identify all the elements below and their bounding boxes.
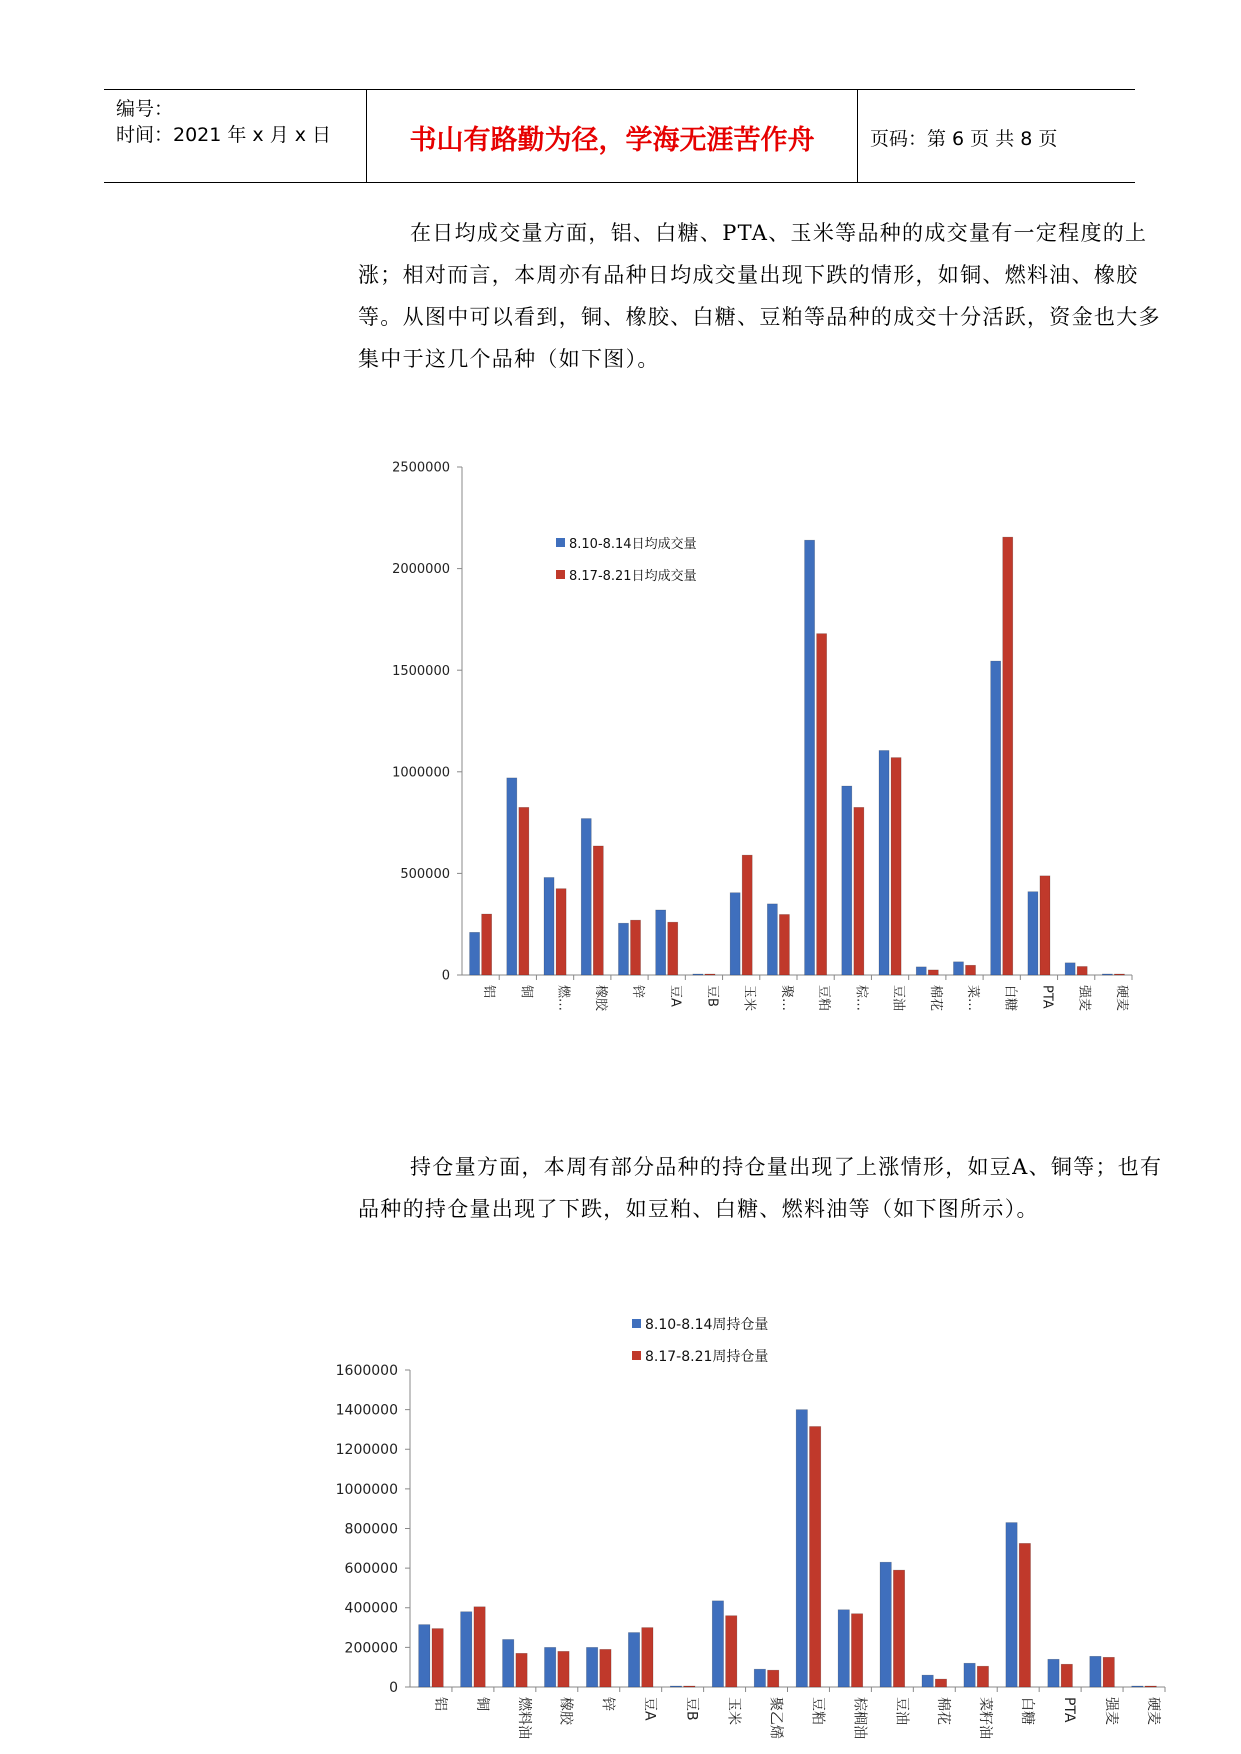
bar-week1 (880, 1562, 891, 1687)
x-tick-label: 菜籽油 (977, 1697, 994, 1739)
x-tick-label: 聚… (778, 985, 794, 1012)
bar-week1 (730, 893, 740, 975)
x-tick-label: 橡胶 (592, 985, 608, 1012)
y-tick-label: 200000 (344, 1640, 398, 1657)
y-tick-label: 500000 (400, 866, 450, 882)
x-tick-label: 强麦 (1102, 1697, 1119, 1725)
bar-week1 (991, 661, 1001, 975)
bar-week2 (817, 634, 827, 975)
bar-week1 (1006, 1523, 1017, 1687)
bar-week2 (1061, 1664, 1072, 1687)
header-motto-cell (367, 90, 858, 182)
bar-week2 (768, 1670, 779, 1687)
bar-week2 (893, 1570, 904, 1687)
bar-week2 (891, 758, 901, 975)
volume-chart (380, 450, 1140, 1030)
x-tick-label: 棉花 (935, 1697, 952, 1725)
bar-week1 (544, 877, 554, 975)
bar-week1 (1102, 974, 1112, 975)
bar-week2 (600, 1649, 611, 1687)
x-tick-label: 燃… (555, 985, 571, 1012)
x-tick-label: 豆A (667, 985, 683, 1007)
x-tick-label: 豆粕 (809, 1697, 826, 1725)
y-tick-label: 1400000 (335, 1402, 398, 1419)
bar-week2 (556, 889, 566, 975)
legend-label: 8.17-8.21周持仓量 (645, 1349, 769, 1365)
bar-week2 (516, 1653, 527, 1687)
x-tick-label: 玉米 (725, 1697, 742, 1725)
bar-week2 (519, 807, 529, 975)
motto: 书山有路勤为径，学海无涯苦作舟 (409, 125, 815, 156)
legend-label: 8.10-8.14周持仓量 (645, 1317, 769, 1333)
bar-week1 (586, 1647, 597, 1687)
paragraph-open-interest: 持仓量方面，本周有部分品种的持仓量出现了上涨情形，如豆A、铜等；也有品种的持仓量出现了下跌，如豆粕、白糖、燃料油等（如下图所示）。 (358, 1155, 1163, 1221)
x-tick-label: 豆B (704, 985, 720, 1007)
bar-week2 (642, 1628, 653, 1687)
x-tick-label: PTA (1061, 1697, 1078, 1723)
x-tick-label: 铜 (518, 985, 534, 999)
x-tick-label: 棕榈油 (851, 1697, 868, 1739)
bar-week1 (796, 1410, 807, 1687)
bar-week1 (964, 1663, 975, 1687)
bar-week2 (1077, 966, 1087, 975)
bar-week2 (1003, 537, 1013, 975)
bar-week2 (742, 855, 752, 975)
bar-week2 (809, 1426, 820, 1687)
bar-week1 (712, 1601, 723, 1687)
x-tick-label: 锌 (630, 985, 646, 999)
bar-week1 (1048, 1659, 1059, 1687)
x-tick-label: 铜 (473, 1697, 490, 1711)
x-tick-label: 白糖 (1019, 1697, 1036, 1725)
bar-week1 (842, 786, 852, 975)
bar-week2 (631, 920, 641, 975)
bar-week1 (1132, 1686, 1143, 1687)
bar-week2 (1019, 1543, 1030, 1687)
bar-week2 (684, 1686, 695, 1687)
x-tick-label: 菜… (965, 985, 981, 1012)
x-tick-label: 橡胶 (557, 1697, 574, 1725)
x-tick-label: 燃料油 (515, 1697, 532, 1739)
y-tick-label: 400000 (344, 1600, 398, 1617)
y-tick-label: 1200000 (335, 1442, 398, 1459)
bar-week1 (953, 962, 963, 975)
bar-week1 (507, 778, 517, 975)
y-tick-label: 1000000 (392, 765, 450, 781)
x-tick-label: 铝 (431, 1697, 448, 1711)
bar-week1 (419, 1625, 430, 1687)
bar-week1 (693, 974, 703, 975)
x-tick-label: 豆油 (893, 1697, 910, 1725)
legend-swatch (632, 1351, 641, 1360)
bar-week1 (767, 904, 777, 975)
bar-week2 (935, 1679, 946, 1687)
bar-week2 (705, 974, 715, 975)
y-tick-label: 800000 (344, 1521, 398, 1538)
legend-swatch (632, 1319, 641, 1328)
bar-week2 (966, 965, 976, 975)
number-label: 编号： (116, 98, 174, 120)
paragraph-volume: 在日均成交量方面，铝、白糖、PTA、玉米等品种的成交量有一定程度的上涨；相对而言，本周亦有品种日均成交量出现下跌的情形，如铜、燃料油、橡胶等。从图中可以看到，铜、橡胶、白糖、豆粕等品种的成交十分活跃，资金也大多集中于这几个品种（如下图）。 (358, 221, 1161, 371)
x-tick-label: 锌 (599, 1697, 616, 1711)
bar-week1 (461, 1612, 472, 1687)
bar-week2 (779, 914, 789, 975)
bar-week2 (432, 1629, 443, 1687)
y-tick-label: 0 (441, 968, 450, 984)
x-tick-label: 硬麦 (1113, 985, 1129, 1012)
bar-week1 (628, 1633, 639, 1687)
bar-week2 (474, 1607, 485, 1687)
bar-week1 (1065, 963, 1075, 975)
bar-week2 (668, 922, 678, 975)
bar-week1 (656, 910, 666, 975)
page-header (104, 89, 1135, 183)
x-tick-label: 豆粕 (816, 985, 832, 1012)
bar-week1 (754, 1669, 765, 1687)
x-tick-label: 硬麦 (1144, 1697, 1161, 1725)
y-tick-label: 1500000 (392, 663, 450, 679)
legend-swatch (556, 538, 565, 547)
bar-week1 (922, 1675, 933, 1687)
bar-week2 (558, 1651, 569, 1687)
page-info: 页码：第 6 页 共 8 页 (870, 128, 1058, 150)
x-tick-label: PTA (1039, 985, 1055, 1009)
bar-week2 (854, 807, 864, 975)
x-tick-label: 聚乙烯 (767, 1697, 784, 1739)
bar-week1 (544, 1647, 555, 1687)
bar-week1 (1090, 1656, 1101, 1687)
y-tick-label: 0 (389, 1679, 398, 1696)
x-tick-label: 棉花 (927, 985, 943, 1012)
bar-week1 (879, 750, 889, 975)
y-tick-label: 1600000 (335, 1362, 398, 1379)
bar-week2 (851, 1614, 862, 1687)
bar-week2 (928, 970, 938, 975)
time-label: 时间：2021 年 x 月 x 日 (116, 124, 332, 146)
header-meta-cell (104, 90, 367, 182)
bar-week1 (581, 819, 591, 975)
open-interest-chart (325, 1315, 1175, 1754)
legend-swatch (556, 570, 565, 579)
bar-week2 (1103, 1657, 1114, 1687)
bar-week1 (1028, 892, 1038, 975)
x-tick-label: 豆B (683, 1697, 700, 1721)
x-tick-label: 强麦 (1076, 985, 1092, 1012)
y-tick-label: 2000000 (392, 562, 450, 578)
bar-week2 (593, 846, 603, 975)
legend-label: 8.17-8.21日均成交量 (569, 569, 697, 584)
legend-label: 8.10-8.14日均成交量 (569, 537, 697, 552)
bar-week1 (503, 1639, 514, 1687)
x-tick-label: 玉米 (741, 985, 757, 1012)
bar-week1 (838, 1610, 849, 1687)
bar-week2 (977, 1666, 988, 1687)
bar-week1 (618, 923, 628, 975)
x-tick-label: 棕… (853, 985, 869, 1012)
bar-week1 (805, 540, 815, 975)
x-tick-label: 铝 (481, 985, 497, 999)
bar-week2 (1145, 1686, 1156, 1687)
x-tick-label: 豆油 (890, 985, 906, 1012)
bar-week2 (1114, 974, 1124, 975)
bar-week2 (482, 914, 492, 975)
y-tick-label: 2500000 (392, 460, 450, 476)
bar-week1 (916, 967, 926, 975)
bar-week2 (1040, 876, 1050, 975)
bar-week1 (670, 1686, 681, 1687)
bar-week2 (726, 1616, 737, 1687)
header-page-cell (858, 90, 1135, 182)
y-tick-label: 1000000 (335, 1481, 398, 1498)
y-tick-label: 600000 (344, 1561, 398, 1578)
bar-week1 (470, 932, 480, 975)
x-tick-label: 白糖 (1002, 985, 1018, 1012)
x-tick-label: 豆A (641, 1697, 658, 1721)
